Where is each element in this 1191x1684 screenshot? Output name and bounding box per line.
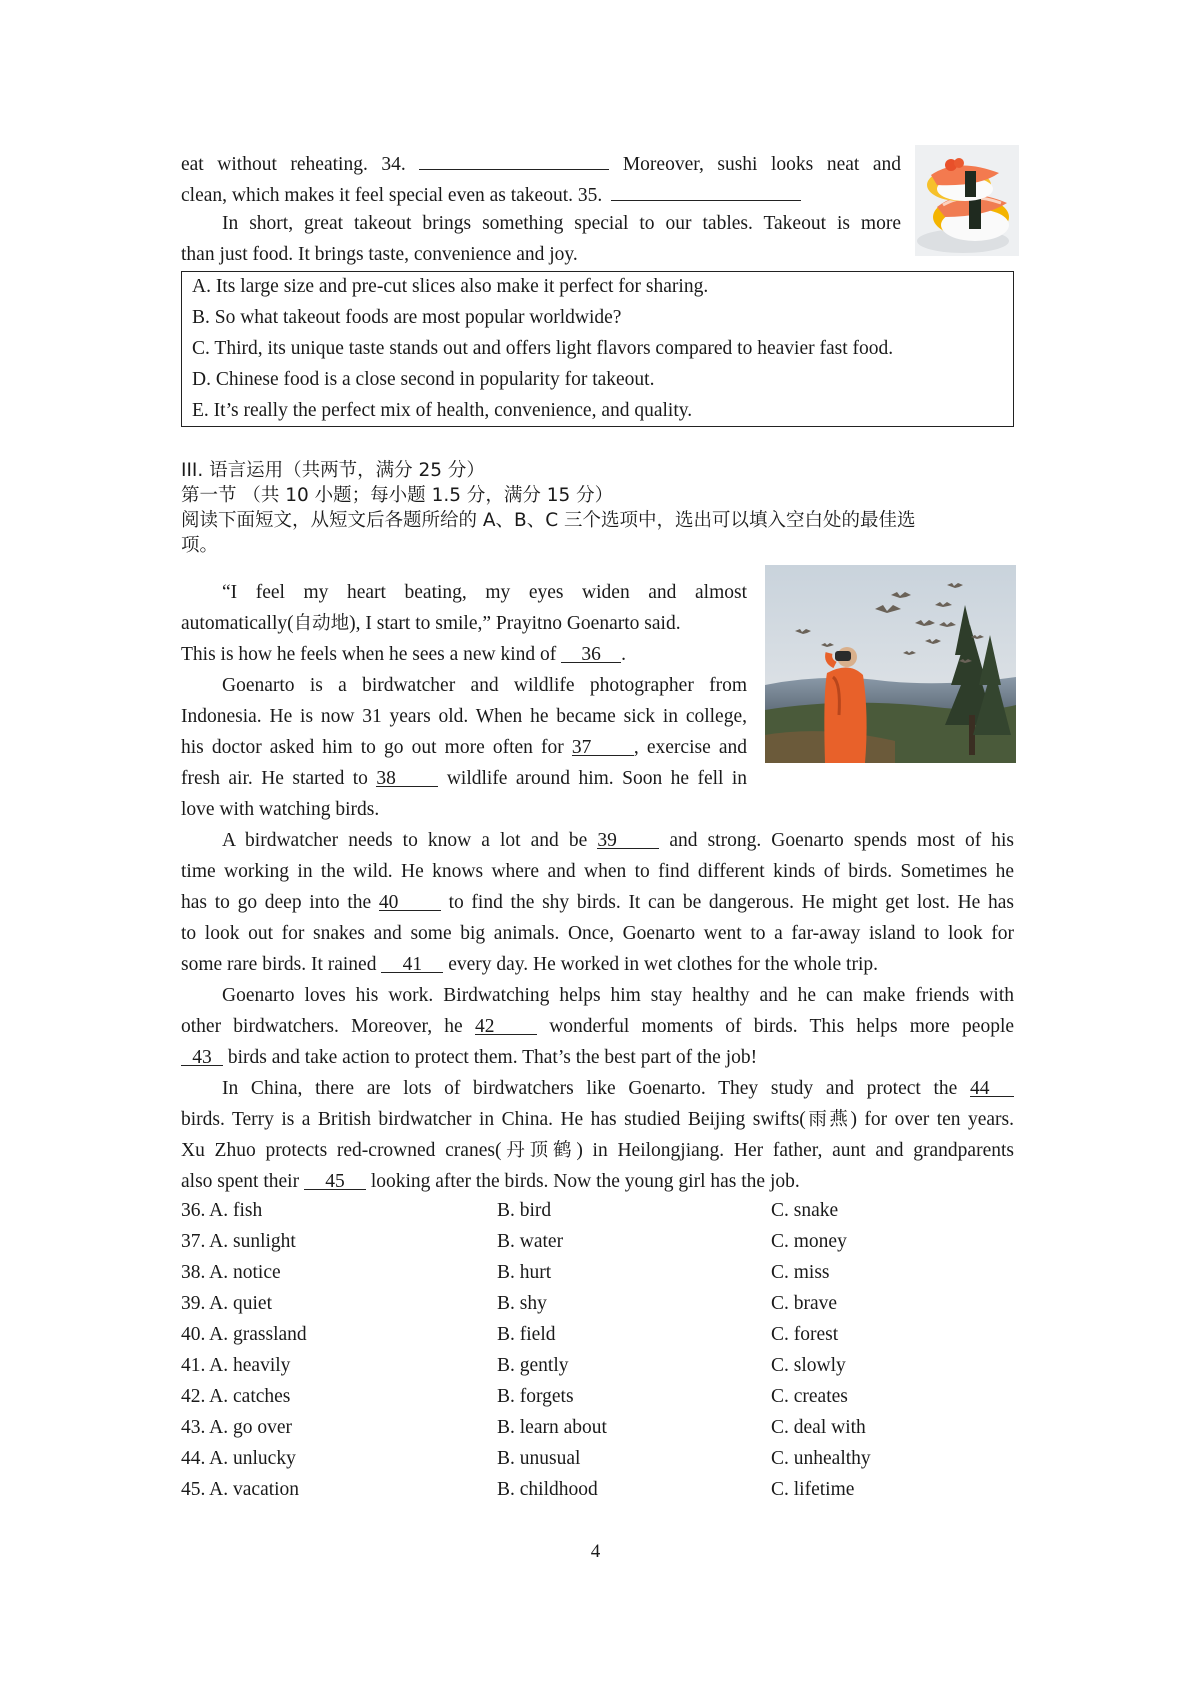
question-44-a[interactable]: 44. A. unlucky	[181, 1448, 296, 1469]
question-37-a[interactable]: 37. A. sunlight	[181, 1231, 296, 1252]
text: fresh air. He started to	[181, 768, 368, 789]
passage-line: time working in the wild. He knows where and when to find different kinds of birds. Sometimes he	[181, 861, 1014, 882]
blank-number: 43	[192, 1047, 212, 1068]
blank-number: 39	[597, 830, 617, 851]
text: clean, which makes it feel special even as takeout. 35.	[181, 185, 603, 206]
passage-line	[181, 1014, 1014, 1040]
blank-number: 44	[970, 1078, 990, 1099]
birdwatcher-photo	[765, 565, 1016, 763]
text: , exercise and	[633, 737, 748, 758]
passage-line: Goenarto is a birdwatcher and wildlife photographer from	[222, 675, 747, 696]
blank-number: 37	[571, 737, 592, 758]
text: also spent their	[181, 1171, 300, 1192]
passage-line: to look out for snakes and some big animals. Once, Goenarto went to a far-away island to look for	[181, 923, 1014, 944]
passage-line: love with watching birds.	[181, 799, 380, 820]
text: Moreover, sushi looks neat and	[622, 154, 901, 175]
question-39-a[interactable]: 39. A. quiet	[181, 1293, 272, 1314]
question-38-c[interactable]: C. miss	[771, 1262, 830, 1283]
question-42-a[interactable]: 42. A. catches	[181, 1386, 291, 1407]
question-44-b[interactable]: B. unusual	[497, 1448, 581, 1469]
blank-number: 38	[376, 768, 396, 789]
question-42-c[interactable]: C. creates	[771, 1386, 848, 1407]
question-44-c[interactable]: C. unhealthy	[771, 1448, 871, 1469]
blank-41[interactable]	[381, 952, 443, 973]
sushi-photo	[915, 145, 1019, 256]
passage-line	[181, 611, 747, 637]
passage-line	[222, 828, 1014, 854]
text: and strong. Goenarto spends most of his	[669, 830, 1015, 851]
option-e: E. It’s really the perfect mix of health, convenience, and quality.	[192, 400, 693, 421]
text: automatically(	[181, 613, 294, 634]
question-40-b[interactable]: B. field	[497, 1324, 556, 1345]
question-38-b[interactable]: B. hurt	[497, 1262, 552, 1283]
passage-line: “I feel my heart beating, my eyes widen and almost	[222, 582, 747, 603]
passage-line: Indonesia. He is now 31 years old. When he became sick in college,	[181, 706, 747, 727]
question-39-b[interactable]: B. shy	[497, 1293, 547, 1314]
blank-number: 36	[581, 644, 601, 665]
question-43-b[interactable]: B. learn about	[497, 1417, 607, 1438]
text: wildlife around him. Soon he fell in	[446, 768, 748, 789]
question-40-a[interactable]: 40. A. grassland	[181, 1324, 307, 1345]
option-b: B. So what takeout foods are most popular worldwide?	[192, 307, 622, 328]
text: has to go deep into the	[181, 892, 372, 913]
options-box	[181, 271, 1014, 427]
text: ) for over ten years.	[850, 1109, 1014, 1130]
text: birds and take action to protect them. That’s the best part of the job!	[227, 1047, 758, 1068]
text: looking after the birds. Now the young girl has the job.	[370, 1171, 800, 1192]
text: A birdwatcher needs to know a lot and be	[222, 830, 588, 851]
text: In China, there are lots of birdwatchers like Goenarto. They study and protect the	[222, 1078, 958, 1099]
passage-line	[181, 149, 901, 178]
question-45-c[interactable]: C. lifetime	[771, 1479, 855, 1500]
section-subheading: 第一节 （共 10 小题；每小题 1.5 分，满分 15 分）	[181, 485, 614, 506]
passage-line	[181, 180, 801, 209]
blank-number: 40	[378, 892, 399, 913]
text: eat without reheating. 34.	[181, 154, 406, 175]
blank-42[interactable]	[475, 1014, 537, 1035]
chinese-gloss: 雨燕	[805, 1109, 851, 1130]
section-heading: III. 语言运用（共两节，满分 25 分）	[181, 460, 485, 481]
text: other birdwatchers. Moreover, he	[181, 1016, 463, 1037]
passage-line	[181, 1107, 1014, 1133]
option-a: A. Its large size and pre-cut slices also make it perfect for sharing.	[192, 276, 709, 297]
chinese-gloss: 自动地	[293, 613, 350, 634]
text: This is how he feels when he sees a new kind of	[181, 644, 557, 665]
question-43-c[interactable]: C. deal with	[771, 1417, 866, 1438]
passage-line	[181, 766, 747, 792]
text: wonderful moments of birds. This helps more people	[549, 1016, 1015, 1037]
passage-line	[181, 1169, 800, 1195]
blank-37[interactable]	[572, 735, 634, 756]
blank-39[interactable]	[597, 828, 659, 849]
passage-line	[222, 1076, 1014, 1102]
chinese-gloss: 丹顶鹤	[501, 1140, 577, 1161]
text: his doctor asked him to go out more often for	[181, 737, 564, 758]
question-36-a[interactable]: 36. A. fish	[181, 1200, 263, 1221]
passage-line	[181, 952, 878, 978]
text: every day. He worked in wet clothes for the whole trip.	[448, 954, 878, 975]
question-40-c[interactable]: C. forest	[771, 1324, 839, 1345]
section-instructions: 项。	[181, 535, 219, 556]
section-instructions: 阅读下面短文，从短文后各题所给的 A、B、C 三个选项中，选出可以填入空白处的最佳选	[181, 510, 916, 531]
passage-line	[181, 890, 1014, 916]
question-41-b[interactable]: B. gently	[497, 1355, 569, 1376]
option-d: D. Chinese food is a close second in popularity for takeout.	[192, 369, 655, 390]
question-45-a[interactable]: 45. A. vacation	[181, 1479, 300, 1500]
passage-line: than just food. It brings taste, convenience and joy.	[181, 244, 578, 265]
blank-40[interactable]	[379, 890, 441, 911]
passage-line	[181, 735, 747, 761]
question-41-a[interactable]: 41. A. heavily	[181, 1355, 291, 1376]
text: to find the shy birds. It can be dangerous. He might get lost. He has	[448, 892, 1014, 913]
question-41-c[interactable]: C. slowly	[771, 1355, 846, 1376]
passage-line	[181, 1138, 1014, 1164]
blank-number: 42	[474, 1016, 495, 1037]
text: ), I start to smile,” Prayitno Goenarto said.	[349, 613, 681, 634]
text: Xu Zhuo protects red-crowned cranes(	[181, 1140, 502, 1161]
blank-36[interactable]	[561, 642, 621, 663]
question-42-b[interactable]: B. forgets	[497, 1386, 574, 1407]
blank-38[interactable]	[376, 766, 438, 787]
birdwatcher-image	[765, 565, 1016, 763]
question-38-a[interactable]: 38. A. notice	[181, 1262, 281, 1283]
question-43-a[interactable]: 43. A. go over	[181, 1417, 293, 1438]
question-39-c[interactable]: C. brave	[771, 1293, 838, 1314]
text: .	[621, 644, 627, 665]
text: ) in Heilongjiang. Her father, aunt and grandparents	[576, 1140, 1014, 1161]
question-36-c[interactable]: C. snake	[771, 1200, 839, 1221]
text: some rare birds. It rained	[181, 954, 377, 975]
passage-line	[181, 642, 626, 668]
page-number: 4	[590, 1541, 601, 1562]
answer-blank-34[interactable]	[419, 149, 609, 170]
answer-blank-35[interactable]	[611, 180, 801, 201]
blank-44[interactable]	[970, 1076, 1014, 1097]
question-36-b[interactable]: B. bird	[497, 1200, 552, 1221]
text: birds. Terry is a British birdwatcher in China. He has studied Beijing swifts(	[181, 1109, 806, 1130]
question-37-c[interactable]: C. money	[771, 1231, 847, 1252]
blank-45[interactable]	[304, 1169, 366, 1190]
question-45-b[interactable]: B. childhood	[497, 1479, 598, 1500]
passage-line: Goenarto loves his work. Birdwatching helps him stay healthy and he can make friends with	[222, 985, 1014, 1006]
passage-line	[181, 1045, 757, 1071]
blank-43[interactable]	[181, 1045, 223, 1066]
option-c: C. Third, its unique taste stands out and offers light flavors compared to heavier fast food.	[192, 338, 894, 359]
question-37-b[interactable]: B. water	[497, 1231, 564, 1252]
blank-number: 45	[325, 1171, 345, 1192]
blank-number: 41	[402, 954, 423, 975]
sushi-image	[915, 145, 1019, 256]
passage-line: In short, great takeout brings something special to our tables. Takeout is more	[222, 213, 901, 234]
